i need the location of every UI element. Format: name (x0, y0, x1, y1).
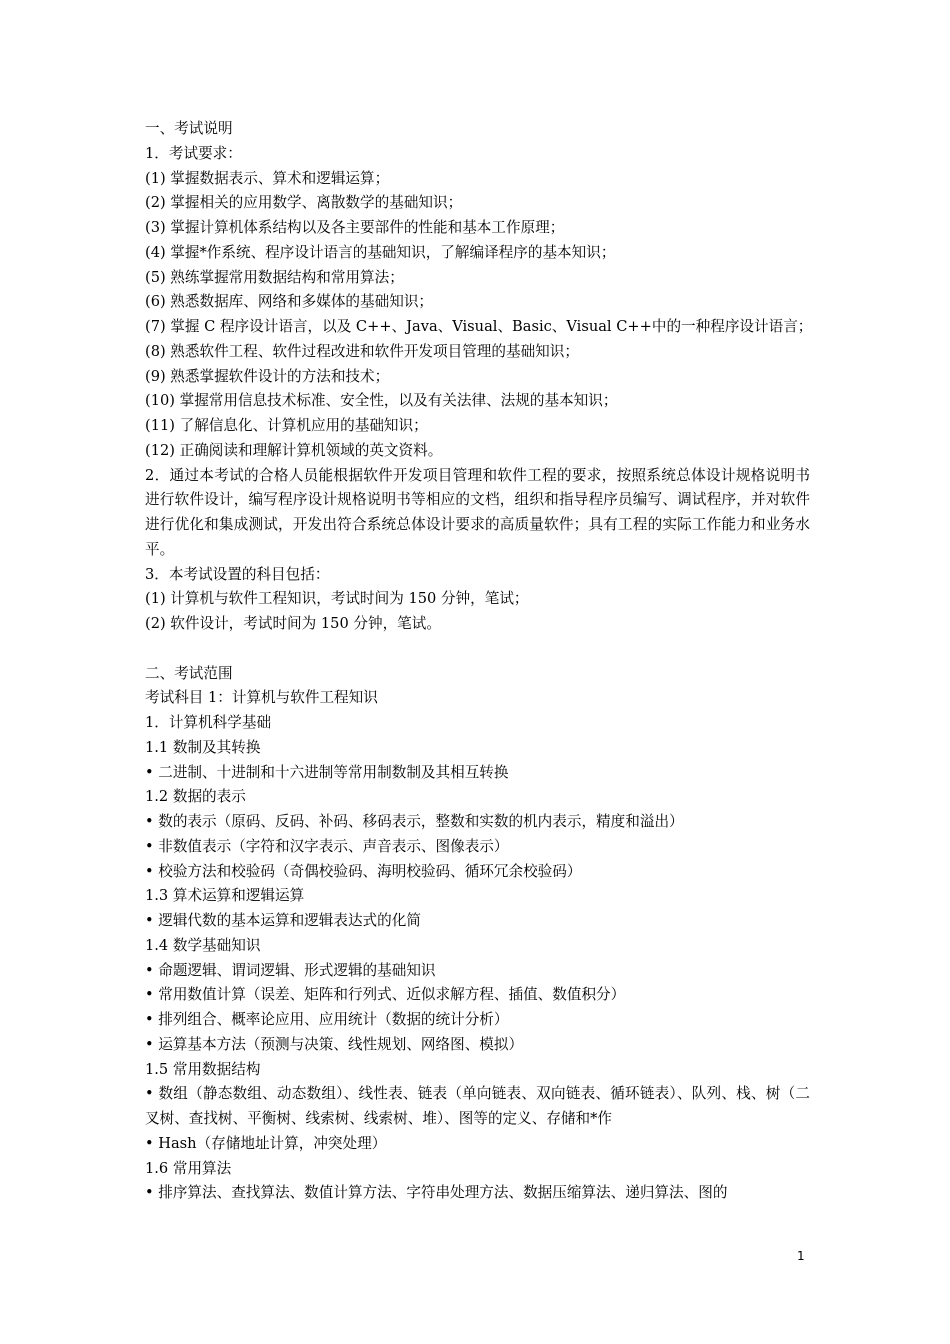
requirement-item: (5) 熟练掌握常用数据结构和常用算法； (145, 268, 404, 286)
subsection-title: 1.5 常用数据结构 (145, 1060, 261, 1078)
subsection-title: 1.4 数学基础知识 (145, 936, 261, 954)
bullet-item: • 排序算法、查找算法、数值计算方法、字符串处理方法、数据压缩算法、递归算法、图的 (145, 1184, 728, 1202)
document-page (145, 117, 813, 1206)
requirement-item: (4) 掌握*作系统、程序设计语言的基础知识，了解编译程序的基本知识； (145, 243, 616, 261)
requirement-item: (11) 了解信息化、计算机应用的基础知识； (145, 417, 428, 434)
bullet-item: • 逻辑代数的基本运算和逻辑表达式的化简 (145, 912, 421, 929)
qualification-paragraph: 2．通过本考试的合格人员能根据软件开发项目管理和软件工程的要求，按照系统总体设计规格说明书进行软件设计，编写程序设计规格说明书等相应的文档，组织和指导程序员编写、调试程序，并对软件进行优化和集成测试，开发出符合系统总体设计要求的高质量软件；具有工程的实际工作能力和业务水平。 (145, 466, 810, 558)
requirement-item: (1) 掌握数据表示、算术和逻辑运算； (145, 169, 390, 187)
requirement-item: (2) 掌握相关的应用数学、离散数学的基础知识； (145, 194, 463, 212)
subject-item: (1) 计算机与软件工程知识，考试时间为 150 分钟，笔试； (145, 590, 529, 608)
subjects-title: 3．本考试设置的科目包括： (145, 565, 330, 583)
bullet-item: • 二进制、十进制和十六进制等常用制数制及其相互转换 (145, 763, 509, 781)
subsection-title: 1.6 常用算法 (145, 1159, 232, 1177)
bullet-item: • 命题逻辑、谓词逻辑、形式逻辑的基础知识 (145, 961, 436, 979)
bullet-item: • 运算基本方法（预测与决策、线性规划、网络图、模拟） (145, 1035, 524, 1053)
section-heading-exam-scope: 二、考试范围 (145, 664, 233, 682)
chapter-title: 1．计算机科学基础 (145, 714, 272, 731)
requirement-item: (10) 掌握常用信息技术标准、安全性，以及有关法律、法规的基本知识； (145, 392, 618, 410)
requirement-item: (3) 掌握计算机体系结构以及各主要部件的性能和基本工作原理； (145, 219, 565, 236)
requirement-item: (8) 熟悉软件工程、软件过程改进和软件开发项目管理的基础知识； (145, 342, 579, 360)
requirement-item: (6) 熟悉数据库、网络和多媒体的基础知识； (145, 293, 434, 311)
bullet-item: • Hash（存储地址计算，冲突处理） (145, 1134, 387, 1152)
subsection-title: 1.3 算术运算和逻辑运算 (145, 887, 305, 905)
page-number: 1 (797, 1249, 805, 1263)
subject1-title: 考试科目 1：计算机与软件工程知识 (145, 689, 378, 707)
requirement-item: (12) 正确阅读和理解计算机领域的英文资料。 (145, 441, 443, 459)
section-heading-exam-description: 一、考试说明 (145, 120, 233, 137)
bullet-paragraph: • 数组（静态数组、动态数组）、线性表、链表（单向链表、双向链表、循环链表）、队列、栈、树（二叉树、查找树、平衡树、线索树、线索树、堆）、图等的定义、存储和*作 (145, 1085, 810, 1127)
bullet-item: • 校验方法和校验码（奇偶校验码、海明校验码、循环冗余校验码） (145, 862, 582, 880)
blank-line (145, 637, 810, 662)
requirements-title: 1．考试要求： (145, 144, 242, 162)
subject-item: (2) 软件设计，考试时间为 150 分钟，笔试。 (145, 615, 441, 632)
bullet-item: • 排列组合、概率论应用、应用统计（数据的统计分析） (145, 1011, 509, 1028)
bullet-item: • 数的表示（原码、反码、补码、移码表示，整数和实数的机内表示，精度和溢出） (145, 813, 684, 830)
bullet-item: • 常用数值计算（误差、矩阵和行列式、近似求解方程、插值、数值积分） (145, 986, 626, 1004)
requirement-item: (7) 掌握 C 程序设计语言，以及 C++、Java、Visual、Basic、Visual C++中的一种程序设计语言； (145, 318, 813, 335)
requirement-item: (9) 熟悉掌握软件设计的方法和技术； (145, 367, 390, 385)
bullet-item: • 非数值表示（字符和汉字表示、声音表示、图像表示） (145, 837, 509, 855)
subsection-title: 1.2 数据的表示 (145, 788, 246, 806)
subsection-title: 1.1 数制及其转换 (145, 738, 261, 756)
